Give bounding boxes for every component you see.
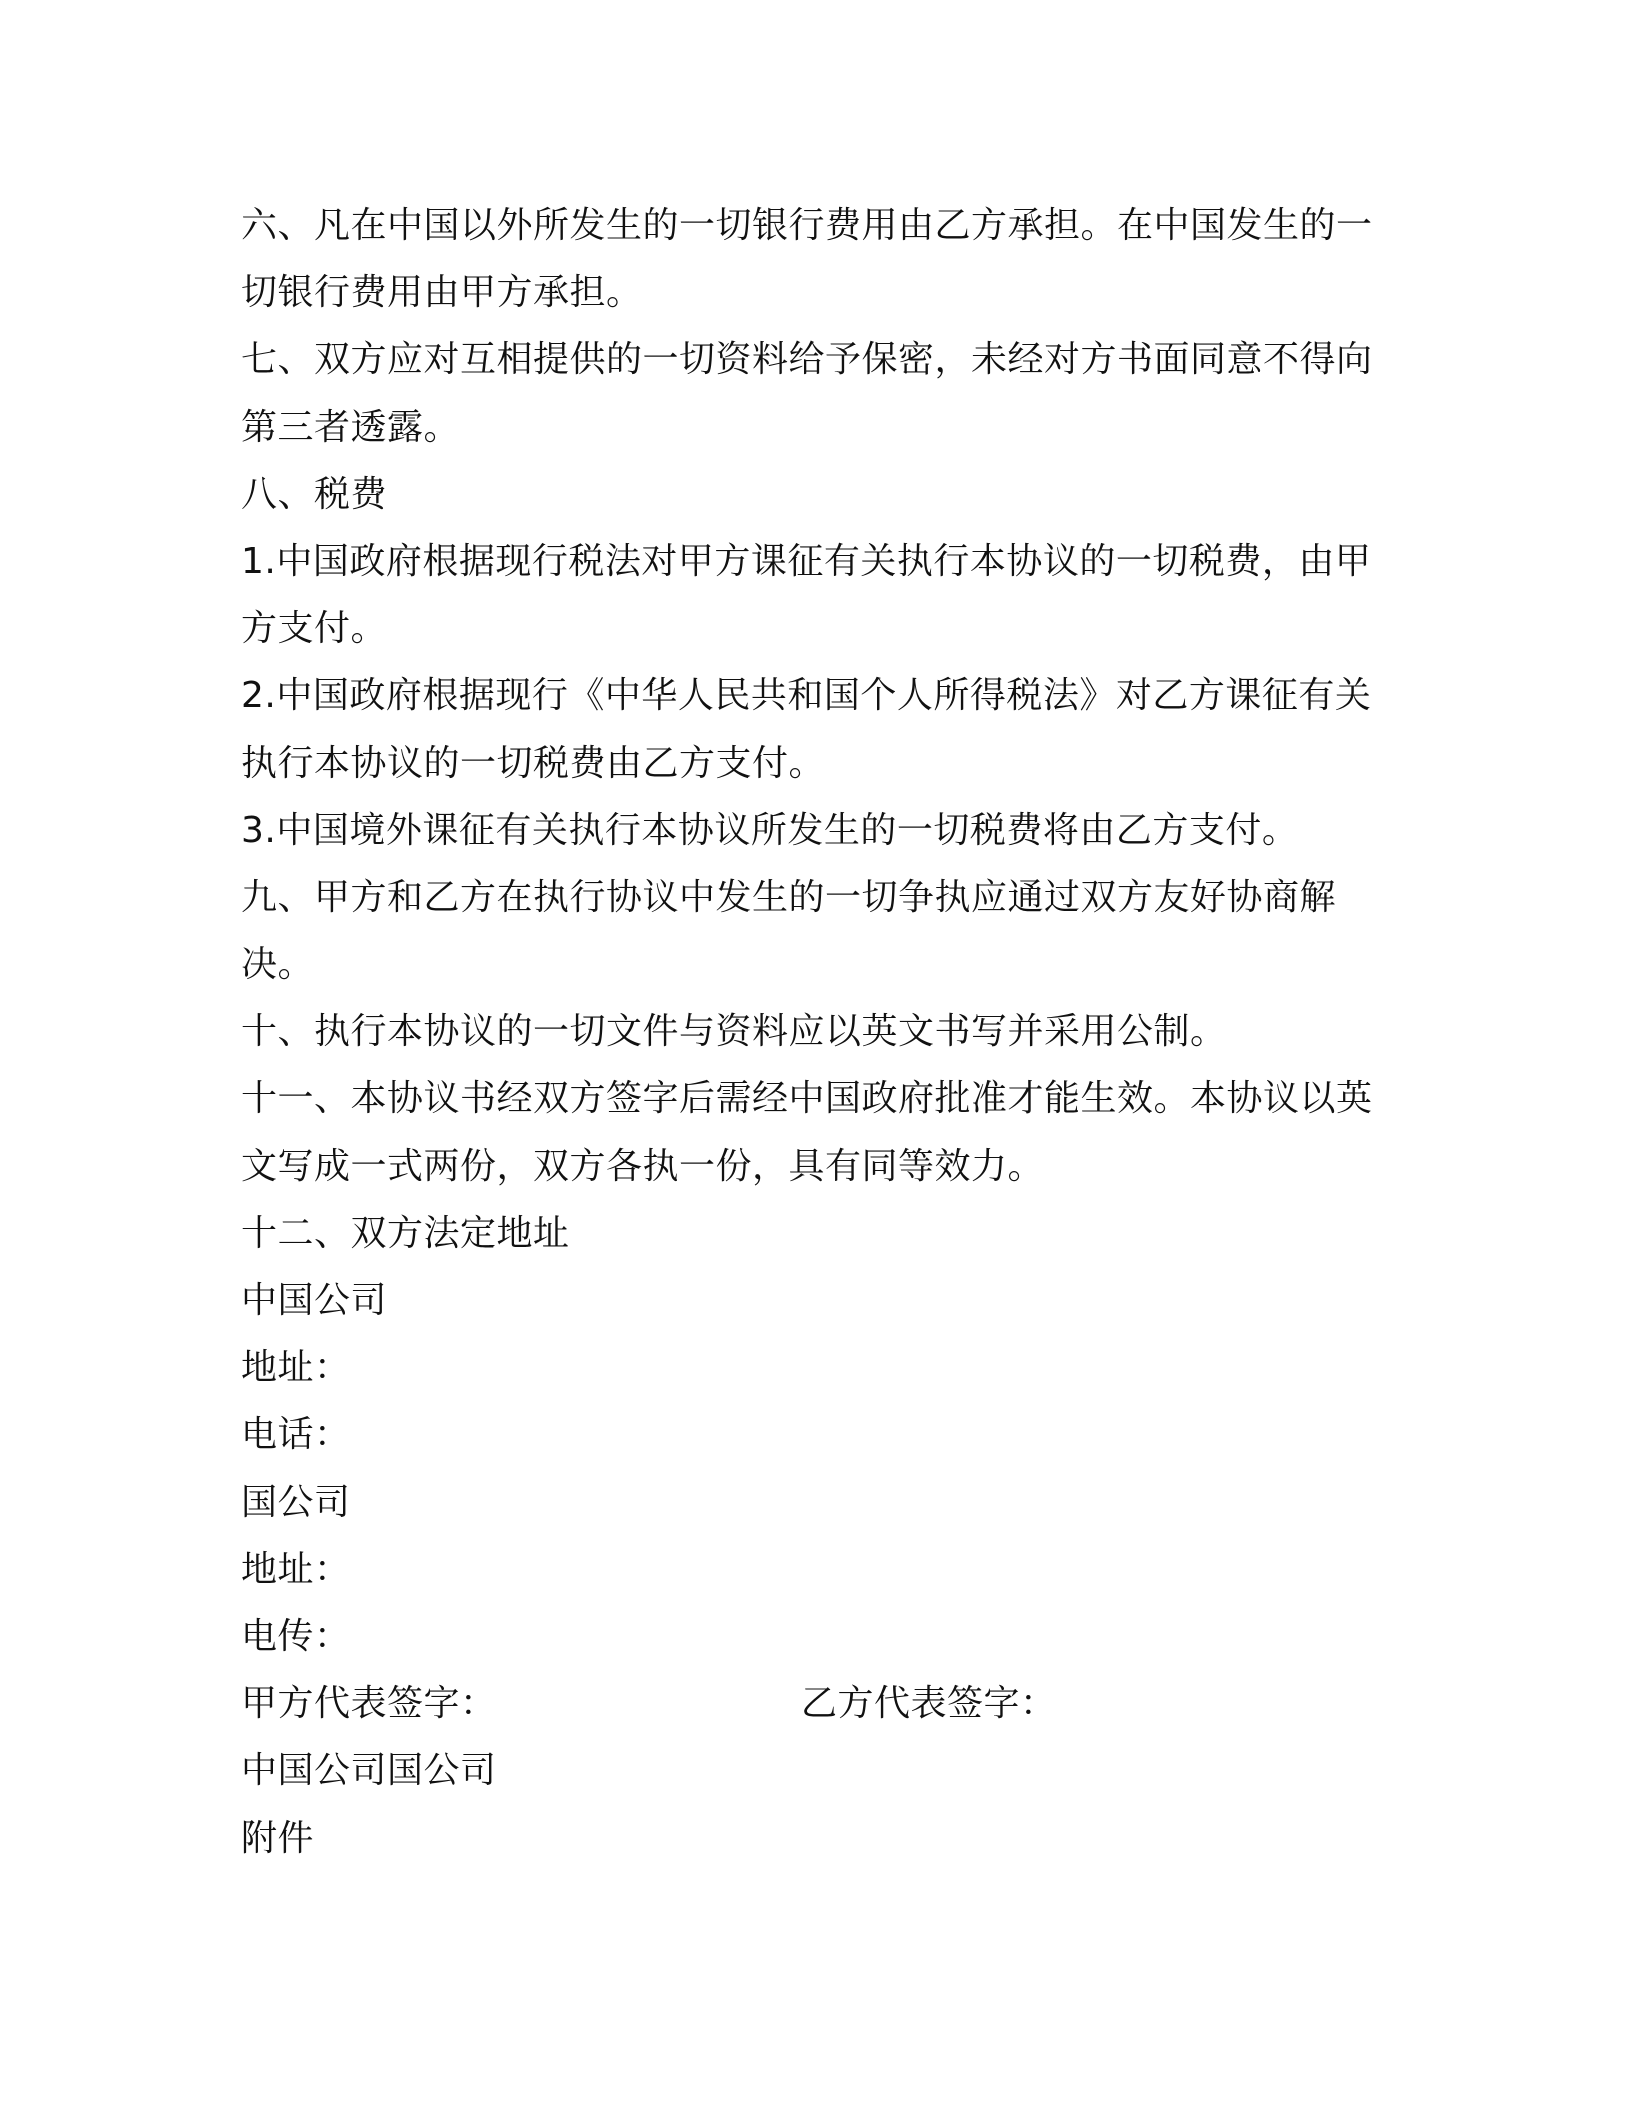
clause-10: 十、执行本协议的一切文件与资料应以英文书写并采用公制。 xyxy=(241,1011,1227,1053)
clause-8-item-2-line-2: 执行本协议的一切税费由乙方支付。 xyxy=(241,742,826,784)
clause-7-line-2: 第三者透露。 xyxy=(241,406,461,448)
party-b-signature-label: 乙方代表签字： xyxy=(801,1683,1057,1725)
company-b-name: 国公司 xyxy=(241,1481,351,1523)
company-a-phone: 电话： xyxy=(241,1414,351,1456)
attachment-heading: 附件 xyxy=(241,1817,315,1859)
clause-8-item-3: 3.中国境外课征有关执行本协议所发生的一切税费将由乙方支付。 xyxy=(241,809,1299,851)
company-b-address: 地址： xyxy=(241,1548,351,1590)
signature-row xyxy=(241,1670,1401,1737)
clause-9-line-1: 九、甲方和乙方在执行协议中发生的一切争执应通过双方友好协商解 xyxy=(241,876,1337,918)
document-body xyxy=(241,192,1401,1872)
clause-11-line-1: 十一、本协议书经双方签字后需经中国政府批准才能生效。本协议以英 xyxy=(241,1078,1373,1120)
clause-8-item-1-line-2: 方支付。 xyxy=(241,608,388,650)
clause-7-line-1: 七、双方应对互相提供的一切资料给予保密，未经对方书面同意不得向 xyxy=(241,339,1373,381)
party-a-signature-label: 甲方代表签字： xyxy=(241,1683,497,1725)
clause-8-heading: 八、税费 xyxy=(241,473,388,515)
clause-6-line-1: 六、凡在中国以外所发生的一切银行费用由乙方承担。在中国发生的一 xyxy=(241,205,1373,246)
company-b-fax: 电传： xyxy=(241,1615,351,1657)
clause-8-item-2-line-1: 2.中国政府根据现行《中华人民共和国个人所得税法》对乙方课征有关 xyxy=(241,675,1372,717)
company-a-name: 中国公司 xyxy=(241,1280,388,1321)
company-a-address: 地址： xyxy=(241,1347,351,1389)
clause-11-line-2: 文写成一式两份，双方各执一份，具有同等效力。 xyxy=(241,1145,1045,1187)
clause-6-line-2: 切银行费用由甲方承担。 xyxy=(241,272,643,314)
clause-12-heading: 十二、双方法定地址 xyxy=(241,1212,570,1254)
signing-companies: 中国公司国公司 xyxy=(241,1750,497,1792)
clause-8-item-1-line-1: 1.中国政府根据现行税法对甲方课征有关执行本协议的一切税费，由甲 xyxy=(241,540,1372,582)
clause-9-line-2: 决。 xyxy=(241,944,315,986)
